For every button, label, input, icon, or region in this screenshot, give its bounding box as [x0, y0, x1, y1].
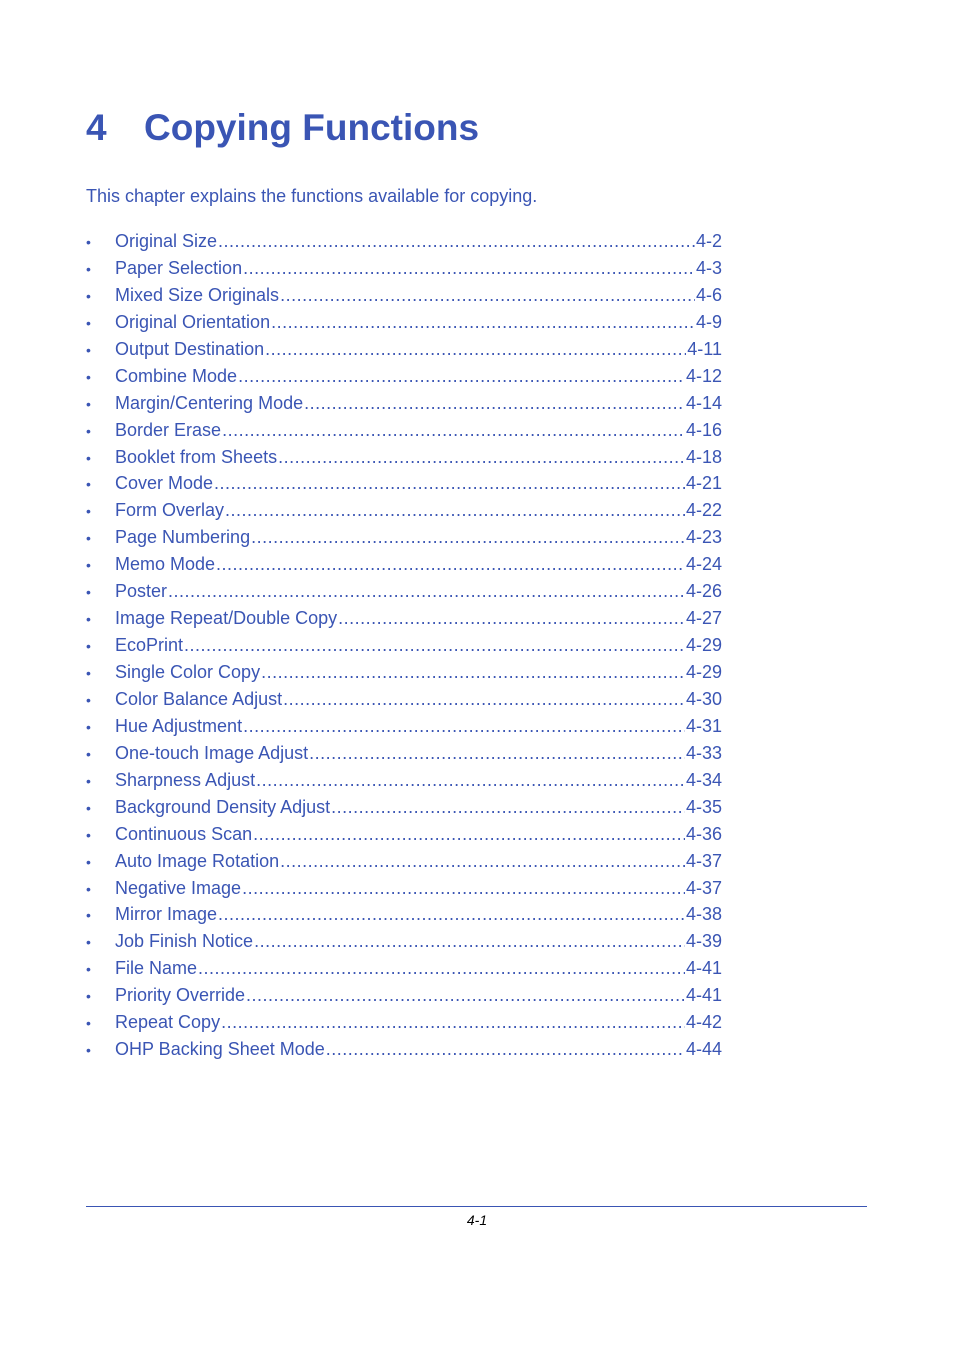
bullet-icon: • — [86, 961, 91, 978]
toc-entry-page[interactable]: 4-22 — [685, 500, 722, 521]
toc-entry-page[interactable]: 4-6 — [695, 284, 722, 305]
toc-entry[interactable] — [86, 902, 722, 929]
toc-entry[interactable] — [86, 822, 722, 849]
dot-leader — [278, 445, 685, 469]
bullet-icon: • — [86, 557, 91, 574]
toc-entry-page[interactable]: 4-11 — [687, 338, 722, 359]
dot-leader — [242, 876, 685, 900]
bullet-icon: • — [86, 826, 91, 843]
toc-entry-page[interactable]: 4-33 — [685, 742, 722, 763]
bullet-icon: • — [86, 395, 91, 412]
bullet-icon: • — [86, 1015, 91, 1032]
bullet-icon: • — [86, 718, 91, 735]
toc-entry-title[interactable]: Mirror Image — [115, 904, 218, 925]
bullet-icon: • — [86, 691, 91, 708]
dot-leader — [256, 768, 685, 792]
toc-entry-title[interactable]: Priority Override — [115, 985, 246, 1006]
toc-entry-title[interactable]: Margin/Centering Mode — [115, 392, 304, 413]
dot-leader — [218, 902, 685, 926]
toc-entry[interactable] — [86, 471, 722, 498]
bullet-icon: • — [86, 772, 91, 789]
dot-leader — [243, 256, 695, 280]
toc-entry[interactable] — [86, 256, 722, 283]
chapter-intro: This chapter explains the functions available for copying. — [86, 186, 538, 206]
dot-leader — [254, 929, 685, 953]
toc-entry-title[interactable]: Hue Adjustment — [115, 715, 243, 736]
toc-entry-title[interactable]: Job Finish Notice — [115, 931, 254, 952]
toc-entry-page[interactable]: 4-34 — [685, 769, 722, 790]
dot-leader — [331, 795, 685, 819]
toc-entry-page[interactable]: 4-12 — [685, 365, 722, 386]
dot-leader — [168, 579, 685, 603]
bullet-icon: • — [86, 341, 91, 358]
page-number: 4-1 — [466, 1212, 488, 1228]
toc-entry-title[interactable]: Booklet from Sheets — [115, 446, 278, 467]
toc-entry-title[interactable]: Combine Mode — [115, 365, 238, 386]
bullet-icon: • — [86, 907, 91, 924]
toc-entry-title[interactable]: Sharpness Adjust — [115, 769, 256, 790]
bullet-icon: • — [86, 638, 91, 655]
toc-entry[interactable] — [86, 633, 722, 660]
toc-entry[interactable] — [86, 606, 722, 633]
toc-entry-page[interactable]: 4-42 — [685, 1012, 722, 1033]
dot-leader — [253, 822, 685, 846]
toc-entry-title[interactable]: Form Overlay — [115, 500, 225, 521]
toc-entry[interactable] — [86, 714, 722, 741]
footer-divider — [86, 1206, 867, 1207]
toc-entry-page[interactable]: 4-30 — [685, 688, 722, 709]
toc-entry-title[interactable]: Repeat Copy — [115, 1012, 221, 1033]
dot-leader — [221, 1010, 685, 1034]
dot-leader — [271, 310, 695, 334]
dot-leader — [280, 849, 685, 873]
toc-entry-page[interactable]: 4-44 — [685, 1039, 722, 1060]
toc-entry[interactable] — [86, 498, 722, 525]
dot-leader — [222, 418, 685, 442]
toc-entry[interactable] — [86, 1010, 722, 1037]
toc-entry[interactable] — [86, 768, 722, 795]
toc-entry[interactable] — [86, 579, 722, 606]
toc-entry-page[interactable]: 4-29 — [685, 662, 722, 682]
chapter-number: 4 — [86, 107, 107, 148]
toc-entry-page[interactable]: 4-18 — [685, 446, 722, 467]
toc-entry-page[interactable]: 4-35 — [685, 796, 722, 817]
bullet-icon: • — [86, 260, 91, 277]
dot-leader — [338, 606, 685, 630]
toc-entry-title[interactable]: Original Orientation — [115, 311, 271, 332]
dot-leader — [238, 364, 685, 388]
toc-entry-page[interactable]: 4-3 — [695, 257, 722, 278]
toc-entry-page[interactable]: 4-31 — [685, 715, 722, 736]
dot-leader — [304, 391, 685, 415]
toc-entry-title[interactable]: Image Repeat/Double Copy — [115, 608, 338, 629]
toc-entry-page[interactable]: 4-29 — [685, 635, 722, 656]
toc-entry-page[interactable]: 4-36 — [685, 823, 722, 844]
toc-entry[interactable] — [86, 391, 722, 418]
bullet-icon: • — [86, 745, 91, 762]
toc-entry-title[interactable]: Memo Mode — [115, 554, 216, 575]
toc-entry-page[interactable]: 4-2 — [695, 231, 722, 251]
bullet-icon: • — [86, 449, 91, 466]
toc-entry[interactable] — [86, 983, 722, 1010]
toc-entry-title[interactable]: Page Numbering — [115, 527, 251, 548]
dot-leader — [309, 741, 685, 765]
toc-entry[interactable] — [86, 687, 722, 714]
toc-entry[interactable] — [86, 445, 722, 472]
bullet-icon: • — [86, 880, 91, 897]
toc-entry[interactable] — [86, 364, 722, 391]
toc-entry-page[interactable]: 4-26 — [685, 581, 722, 602]
toc-entry-page[interactable]: 4-41 — [685, 958, 722, 979]
dot-leader — [283, 687, 685, 711]
toc-entry[interactable] — [86, 741, 722, 768]
toc-entry-title[interactable]: Paper Selection — [115, 257, 243, 278]
toc-entry-title[interactable]: Single Color Copy — [115, 662, 261, 682]
toc-entry[interactable] — [86, 337, 722, 364]
toc-entry[interactable] — [86, 283, 722, 310]
toc-entry-title[interactable]: File Name — [115, 958, 198, 979]
toc-entry[interactable] — [86, 418, 722, 445]
bullet-icon: • — [86, 1042, 91, 1059]
toc-entry-title[interactable]: Negative Image — [115, 877, 242, 898]
bullet-icon: • — [86, 234, 91, 250]
toc-entry-page[interactable]: 4-24 — [685, 554, 722, 575]
toc-entry[interactable] — [86, 876, 722, 903]
toc-entry-title[interactable]: Poster — [115, 581, 168, 602]
toc-entry-page[interactable]: 4-21 — [685, 473, 722, 494]
bullet-icon: • — [86, 584, 91, 601]
toc-entry-page[interactable]: 4-38 — [685, 904, 722, 925]
toc-entry-page[interactable]: 4-37 — [685, 877, 722, 898]
toc-entry-page[interactable]: 4-41 — [685, 985, 722, 1006]
bullet-icon: • — [86, 665, 91, 681]
toc-entry-title[interactable]: OHP Backing Sheet Mode — [115, 1039, 325, 1060]
bullet-icon: • — [86, 503, 91, 520]
toc-entry[interactable] — [86, 795, 722, 822]
toc-entry-title[interactable]: Output Destination — [115, 338, 265, 359]
bullet-icon: • — [86, 853, 91, 870]
toc-entry-page[interactable]: 4-14 — [685, 392, 722, 413]
toc-entry-page[interactable]: 4-39 — [685, 931, 722, 952]
toc-entry[interactable] — [86, 552, 722, 579]
toc-entry[interactable] — [86, 1037, 722, 1064]
chapter-title: Copying Functions — [144, 107, 480, 148]
dot-leader — [216, 552, 685, 576]
bullet-icon: • — [86, 287, 91, 304]
toc-entry-title[interactable]: Auto Image Rotation — [115, 850, 280, 871]
bullet-icon: • — [86, 530, 91, 547]
dot-leader — [225, 498, 685, 522]
dot-leader — [261, 660, 685, 684]
chapter-heading — [86, 104, 479, 152]
bullet-icon: • — [86, 422, 91, 439]
toc-entry[interactable] — [86, 660, 722, 687]
toc-entry-title[interactable]: Original Size — [115, 231, 218, 251]
dot-leader — [265, 337, 686, 361]
toc-entry-title[interactable]: Border Erase — [115, 419, 222, 440]
bullet-icon: • — [86, 314, 91, 331]
bullet-icon: • — [86, 934, 91, 951]
toc-entry-title[interactable]: EcoPrint — [115, 635, 184, 656]
toc-entry-page[interactable]: 4-16 — [685, 419, 722, 440]
toc-entry-page[interactable]: 4-9 — [695, 311, 722, 332]
toc-entry[interactable] — [86, 229, 722, 256]
dot-leader — [326, 1037, 685, 1061]
toc-entry-page[interactable]: 4-23 — [685, 527, 722, 548]
dot-leader — [243, 714, 685, 738]
dot-leader — [214, 471, 685, 495]
dot-leader — [251, 525, 685, 549]
dot-leader — [246, 983, 685, 1007]
dot-leader — [280, 283, 695, 307]
toc-entry-page[interactable]: 4-27 — [685, 608, 722, 629]
toc-entry[interactable] — [86, 956, 722, 983]
bullet-icon: • — [86, 476, 91, 493]
bullet-icon: • — [86, 611, 91, 628]
toc-entry-title[interactable]: Color Balance Adjust — [115, 688, 283, 709]
toc-entry[interactable] — [86, 849, 722, 876]
toc-entry[interactable] — [86, 310, 722, 337]
toc-entry-title[interactable]: Background Density Adjust — [115, 796, 331, 817]
dot-leader — [184, 633, 685, 657]
bullet-icon: • — [86, 988, 91, 1005]
toc-entry-title[interactable]: Cover Mode — [115, 473, 214, 494]
bullet-icon: • — [86, 799, 91, 816]
table-of-contents — [86, 229, 722, 1064]
toc-entry-page[interactable]: 4-37 — [685, 850, 722, 871]
dot-leader — [218, 229, 695, 253]
toc-entry-title[interactable]: One-touch Image Adjust — [115, 742, 309, 763]
toc-entry-title[interactable]: Mixed Size Originals — [115, 284, 280, 305]
toc-entry-title[interactable]: Continuous Scan — [115, 823, 253, 844]
toc-entry[interactable] — [86, 525, 722, 552]
toc-entry[interactable] — [86, 929, 722, 956]
dot-leader — [198, 956, 685, 980]
bullet-icon: • — [86, 368, 91, 385]
